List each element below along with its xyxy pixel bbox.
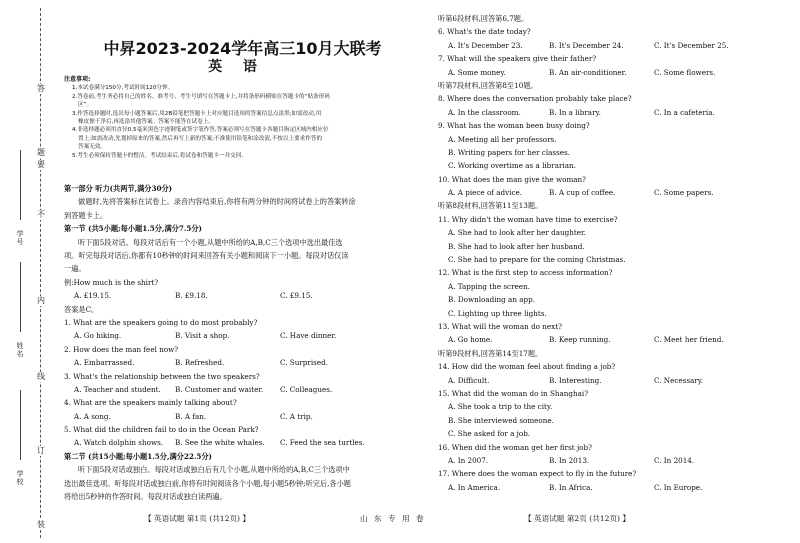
question: 1. What are the speakers going to do most probably? (64, 317, 258, 327)
notice-item: 4.非选择题必须用直径0.5毫米黑色字迹钢笔或签字笔作答,答案必须写在答题卡各题目指定区域内相应位 (72, 127, 329, 134)
question: 17. Where does the woman expect to fly in the future? (438, 469, 637, 479)
option: B. Customer and waiter. (175, 384, 264, 394)
option: A. In the classroom. (448, 107, 521, 117)
question: 2. How does the man feel now? (64, 344, 179, 354)
page-footer-left: 【 英语试题 第1页 (共12页) 】 (144, 514, 251, 523)
option: C. Have dinner. (280, 331, 337, 341)
option: C. A trip. (280, 411, 313, 421)
question: 9. What has the woman been busy doing? (438, 121, 590, 131)
option: A. In America. (448, 482, 501, 492)
section2-intro: 听下面5段对话或独白。每段对话或独白后有几个小题,从题中所给的A,B,C三个选项中 (78, 465, 350, 475)
option: B. In Africa. (549, 482, 593, 492)
section1-intro-cont: 项。听完每段对话后,你都有10秒钟的时间来回答有关小题和阅读下一小题。每段对话仅读 (64, 250, 349, 260)
name-field-label: 姓名 (16, 342, 24, 358)
school-field-label: 学校 (16, 470, 24, 486)
option: A. Meeting all her professors. (448, 134, 557, 144)
notice-item: 置上;如需改动,先划掉原来的答案,然后再写上新的答案;不准使用铅笔和涂改液,不按以上要求作答的 (78, 135, 323, 142)
part1-heading: 第一部分 听力(共两节,满分30分) (64, 184, 173, 193)
school-line (20, 390, 21, 460)
option: A. In 2007. (448, 455, 489, 465)
example-answer: 答案是C。 (64, 304, 99, 314)
binding-char: 装 (37, 520, 45, 529)
question-options (438, 66, 788, 79)
option: C. She had to prepare for the coming Christmas. (448, 255, 626, 265)
option: C. Some flowers. (654, 67, 716, 77)
option: A. Embarrassed. (74, 358, 135, 368)
option: A. She had to look after her daughter. (448, 228, 586, 238)
option: C. Feed the sea turtles. (280, 438, 365, 448)
notice-heading: 注意事项: (64, 76, 91, 83)
notice-item: 橡皮擦干净后,再选涂其他答案。答案不能答在试卷上。 (78, 119, 215, 126)
question-options (64, 329, 417, 342)
exam-title: 中昇2023-2024学年高三10月大联考 (103, 39, 382, 58)
binding-char: 答 (37, 84, 45, 93)
example-question: 例:How much is the shirt? (64, 277, 159, 287)
option: A. £19.15. (74, 291, 112, 301)
notice-item: 区”。 (78, 102, 93, 109)
name-line (20, 262, 21, 332)
option: A. Difficult. (448, 375, 490, 385)
question: 15. What did the woman do in Shanghai? (438, 388, 589, 398)
question-options (438, 106, 788, 119)
question: 11. Why didn't the woman have time to exercise? (438, 214, 618, 224)
option: C. Lighting up three lights. (448, 308, 547, 318)
option: A. A piece of advice. (448, 188, 523, 198)
option: C. Some papers. (654, 188, 714, 198)
right-column (438, 0, 788, 543)
option: C. Working overtime as a librarian. (448, 161, 576, 171)
option: C. £9.15. (280, 291, 313, 301)
option: C. Surprised. (280, 358, 328, 368)
option: A. Some money. (448, 67, 506, 77)
right-question-list (438, 12, 788, 494)
option: A. A song. (74, 411, 111, 421)
notice-item: 1.本试卷满分150分,考试时间120分钟。 (72, 85, 174, 92)
question-options (438, 333, 788, 346)
section1-intro-cont: 一遍。 (64, 264, 86, 274)
notice-item: 2.答卷前,考生务必将自己的姓名、准考号、考生号填写在答题卡上,并将条形码横贴在答题卡的“贴条形码 (72, 93, 330, 100)
question-options (64, 356, 417, 369)
question: 听第6段材料,回答第6,7题。 (438, 14, 529, 23)
section1-heading: 第一节 (共5小题;每小题1.5分,满分7.5分) (64, 224, 202, 234)
option: A. She took a trip to the city. (448, 402, 553, 412)
binding-char: 要 (37, 160, 45, 169)
question-options (64, 436, 417, 449)
page-footer-right: 【 英语试题 第2页 (共12页) 】 (524, 514, 631, 523)
question-options (438, 39, 788, 52)
binding-char: 不 (37, 210, 45, 219)
question-options (438, 374, 788, 387)
question-options (438, 186, 788, 199)
question-options (438, 481, 788, 494)
option: C. In Europe. (654, 482, 703, 492)
option: B. See the white whales. (175, 438, 265, 448)
option: C. In 2014. (654, 455, 695, 465)
student-id-line (20, 150, 21, 220)
option: C. It's December 25. (654, 40, 729, 50)
question: 8. Where does the conversation probably take place? (438, 94, 632, 104)
binding-char: 题 (37, 148, 45, 157)
example-options (64, 289, 417, 302)
question: 6. What's the date today? (438, 27, 531, 37)
binding-char: 订 (37, 446, 45, 455)
option: B. Interesting. (549, 375, 602, 385)
binding-char: 线 (37, 372, 45, 381)
question: 13. What will the woman do next? (438, 321, 562, 331)
option: B. Writing papers for her classes. (448, 147, 571, 157)
question: 5. What did the children fail to do in the Ocean Park? (64, 425, 259, 435)
part1-intro: 做题时,先将答案标在试卷上。录音内容结束后,你将有两分钟的时间将试卷上的答案转涂 (78, 197, 356, 207)
notice-item: 5.考生必须保持答题卡的整洁。考试结束后,将试卷和答题卡一并交回。 (72, 152, 247, 159)
option: B. In 2013. (549, 455, 590, 465)
option: A. Teacher and student. (74, 384, 161, 394)
option: B. In a library. (549, 107, 601, 117)
binding-margin (0, 0, 60, 543)
question-options (438, 454, 788, 467)
exam-subject: 英 语 (208, 59, 265, 75)
question: 4. What are the speakers mainly talking about? (64, 398, 237, 408)
option: C. Necessary. (654, 375, 704, 385)
option: A. Watch dolphin shows. (74, 438, 164, 448)
option: B. She interviewed someone. (448, 415, 554, 425)
option: B. £9.18. (175, 291, 208, 301)
notice-item: 答案无效。 (78, 144, 106, 151)
question: 听第7段材料,回答第8至10题。 (438, 80, 538, 90)
question: 7. What will the speakers give their father? (438, 54, 597, 64)
left-column (64, 0, 417, 543)
student-id-field-label: 学号 (16, 230, 24, 246)
middle-footer: 山 东 专 用 卷 (360, 514, 426, 523)
option: B. An air-conditioner. (549, 67, 627, 77)
question-options (64, 383, 417, 396)
section2-heading: 第二节 (共15小题;每小题1.5分,满分22.5分) (64, 451, 212, 461)
question-options (64, 410, 417, 423)
option: B. Keep running. (549, 335, 611, 345)
option: A. Go hiking. (74, 331, 122, 341)
question: 听第9段材料,回答第14至17题。 (438, 348, 543, 358)
question: 12. What is the first step to access information? (438, 268, 613, 278)
option: C. In a cafeteria. (654, 107, 715, 117)
option: B. Visit a shop. (175, 331, 230, 341)
notice-block (64, 76, 409, 160)
question: 10. What does the man give the woman? (438, 174, 587, 184)
listening-section (64, 182, 417, 503)
option: A. Tapping the screen. (448, 281, 530, 291)
notice-item: 3.作答选择题时,选出每小题答案后,用2B铅笔把答题卡上对应题目选项的答案信息点涂黑;如需改动,用 (72, 110, 322, 117)
question: 14. How did the woman feel about finding a job? (438, 362, 616, 372)
section2-intro-cont: 选出最佳选项。听每段对话或独白前,你将有时间阅读各个小题,每小题5秒钟;听完后,各小题 (64, 478, 351, 488)
option: A. It's December 23. (448, 40, 523, 50)
question: 16. When did the woman get her first job? (438, 442, 592, 452)
section1-intro: 听下面5段对话。每段对话后有一个小题,从题中所给的A,B,C三个选项中选出最佳选 (78, 237, 343, 247)
question: 3. What's the relationship between the two speakers? (64, 371, 260, 381)
option: B. A cup of coffee. (549, 188, 616, 198)
option: A. Go home. (448, 335, 493, 345)
binding-char: 内 (37, 296, 45, 305)
option: C. Meet her friend. (654, 335, 724, 345)
section2-intro-cont: 将给出5秒钟的作答时间。每段对话或独白读两遍。 (64, 492, 227, 502)
option: B. Downloading an app. (448, 295, 536, 305)
question: 听第8段材料,回答第11至13题。 (438, 201, 543, 211)
part1-intro-cont: 到答题卡上。 (64, 210, 108, 220)
option: B. Refreshed. (175, 358, 225, 368)
option: B. It's December 24. (549, 40, 624, 50)
option: C. Colleagues. (280, 384, 333, 394)
option: B. A fan. (175, 411, 207, 421)
option: C. She asked for a job. (448, 429, 531, 439)
option: B. She had to look after her husband. (448, 241, 585, 251)
